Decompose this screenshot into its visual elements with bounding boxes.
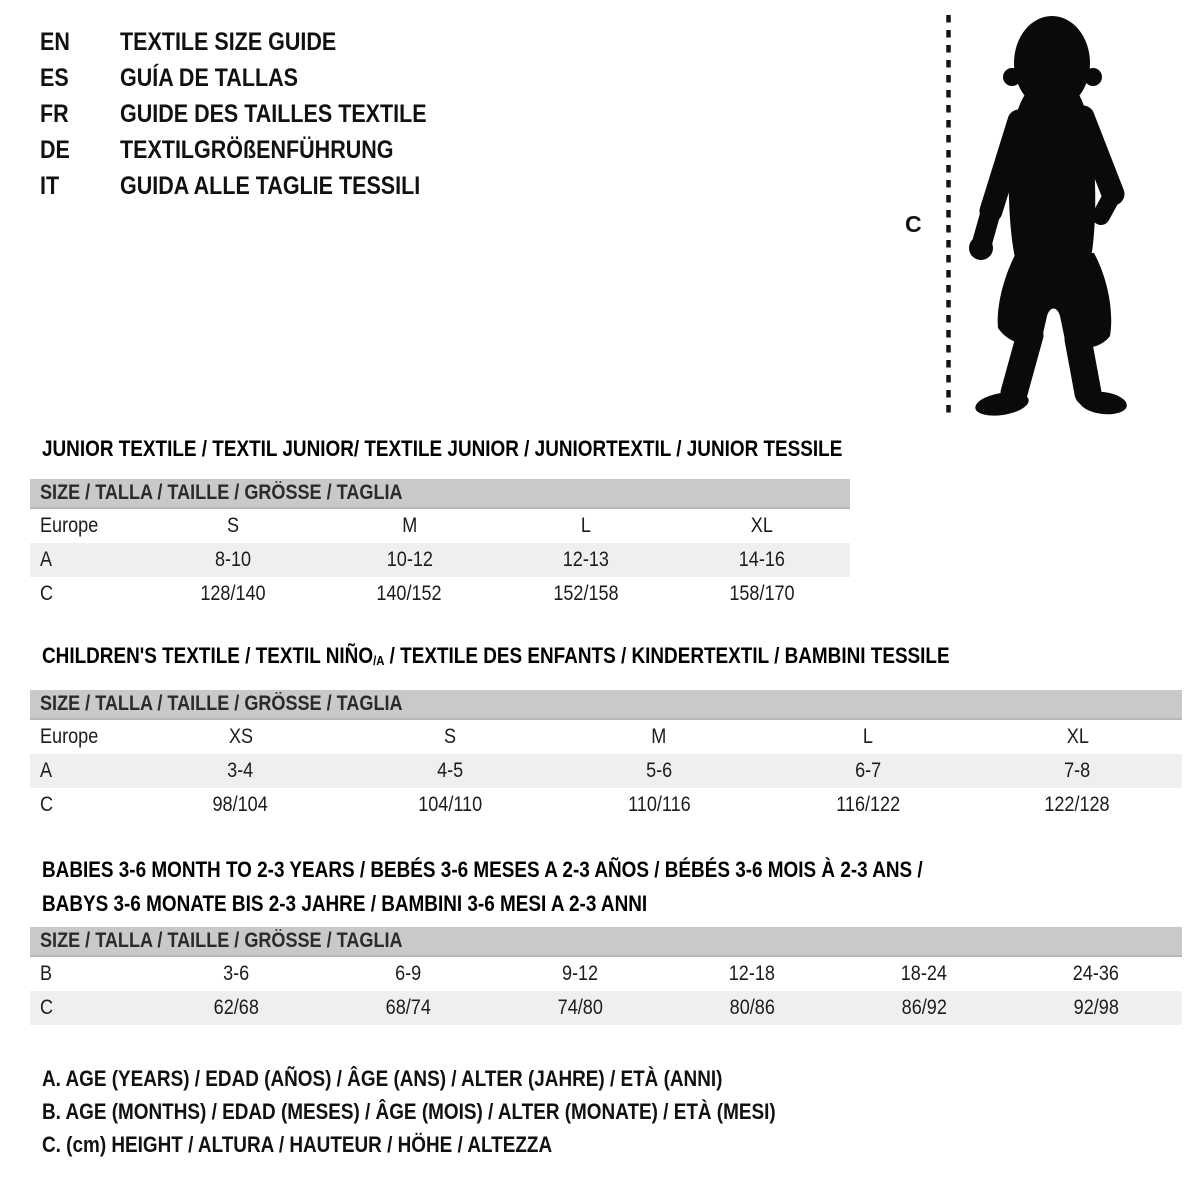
guide-title — [120, 136, 438, 165]
size-cell — [136, 725, 345, 749]
age-cell — [554, 759, 763, 783]
age-cell-text: 5-6 — [645, 759, 673, 782]
height-cell — [136, 793, 345, 817]
age-cell-text: 14-16 — [738, 548, 785, 571]
height-cell-text: 98/104 — [212, 793, 269, 816]
size-cell-text: L — [580, 514, 591, 537]
size-header-label: SIZE / TALLA / TAILLE / GRÖSSE / TAGLIA — [40, 481, 403, 504]
age-cell — [498, 548, 674, 572]
size-header-label: SIZE / TALLA / TAILLE / GRÖSSE / TAGLIA — [40, 692, 403, 715]
height-cell-text: 104/110 — [417, 793, 482, 816]
row-label-text: Europe — [40, 725, 99, 748]
height-cell-text: 116/122 — [836, 793, 901, 816]
size-cell-text: M — [651, 725, 667, 748]
language-code-text: DE — [40, 135, 70, 164]
language-title-list — [40, 24, 477, 204]
height-cell — [838, 996, 1010, 1020]
children-section-title-text — [42, 639, 950, 676]
height-cell-text: 110/116 — [627, 793, 691, 816]
height-cell — [150, 996, 322, 1020]
size-cell-text: S — [227, 514, 240, 537]
row-label-text: C — [40, 996, 54, 1019]
junior-size-table — [30, 479, 850, 611]
height-cell — [494, 996, 666, 1020]
children-section-title — [42, 639, 1097, 676]
language-code-text: FR — [40, 99, 69, 128]
height-cell — [674, 582, 850, 606]
language-row — [40, 60, 477, 96]
size-cell — [554, 725, 763, 749]
height-cell-text: 122/128 — [1044, 793, 1111, 816]
language-code — [40, 64, 120, 93]
height-cell — [498, 582, 674, 606]
age-cell-text: 6-7 — [855, 759, 882, 782]
height-measure-label: C — [905, 211, 922, 237]
height-cell-text: 140/152 — [376, 582, 443, 605]
row-label — [30, 582, 145, 606]
height-cell-text: 80/86 — [729, 996, 775, 1019]
guide-title-text: TEXTILE SIZE GUIDE — [120, 27, 337, 56]
size-cell — [345, 725, 554, 749]
height-cell-text: 92/98 — [1073, 996, 1119, 1019]
size-header-bar — [30, 690, 1182, 720]
months-cell — [1010, 962, 1182, 986]
age-cell — [136, 759, 345, 783]
row-label — [30, 793, 136, 817]
table-row-months — [30, 957, 1182, 991]
row-label — [30, 548, 145, 572]
height-cell — [666, 996, 838, 1020]
row-label — [30, 996, 150, 1020]
legend-line-c-text: C. (cm) HEIGHT / ALTURA / HAUTEUR / HÖHE / ALTEZZA — [42, 1132, 553, 1157]
age-cell — [145, 548, 321, 572]
age-cell-text: 12-13 — [562, 548, 609, 571]
toddler-silhouette — [962, 13, 1136, 419]
children-title-post: / TEXTILE DES ENFANTS / KINDERTEXTIL / BAMBINI TESSILE — [384, 643, 950, 668]
size-cell-text: M — [401, 514, 417, 537]
months-cell-text: 9-12 — [561, 962, 599, 985]
months-cell-text: 24-36 — [1072, 962, 1120, 985]
row-label — [30, 962, 150, 986]
height-cell-text: 68/74 — [385, 996, 431, 1019]
language-code — [40, 172, 120, 201]
babies-title-line2-text: BABYS 3-6 MONATE BIS 2-3 JAHRE / BAMBINI 3-6 MESI A 2-3 ANNI — [42, 891, 648, 916]
months-cell — [838, 962, 1010, 986]
age-cell-text: 7-8 — [1064, 759, 1091, 782]
legend-line-a — [42, 1066, 895, 1099]
height-cell-text: 74/80 — [557, 996, 603, 1019]
guide-title — [120, 100, 477, 129]
babies-size-table — [30, 927, 1182, 1025]
height-cell — [345, 793, 554, 817]
months-cell-text: 18-24 — [900, 962, 948, 985]
size-header-label: SIZE / TALLA / TAILLE / GRÖSSE / TAGLIA — [40, 929, 403, 952]
language-code — [40, 28, 120, 57]
toddler-shape — [969, 16, 1128, 419]
legend-line-c — [42, 1132, 895, 1165]
row-label-text: B — [40, 962, 53, 985]
age-cell — [764, 759, 973, 783]
height-cell-text: 128/140 — [200, 582, 266, 605]
size-cell-text: S — [443, 725, 456, 748]
months-cell-text: 12-18 — [728, 962, 776, 985]
size-cell — [498, 514, 674, 538]
legend-line-a-text: A. AGE (YEARS) / EDAD (AÑOS) / ÂGE (ANS) / ALTER (JAHRE) / ETÀ (ANNI) — [42, 1066, 723, 1091]
guide-title — [120, 28, 371, 57]
table-row-europe — [30, 509, 850, 543]
height-cell-text: 158/170 — [729, 582, 795, 605]
babies-title-line1-text: BABIES 3-6 MONTH TO 2-3 YEARS / BEBÉS 3-6 MESES A 2-3 AÑOS / BÉBÉS 3-6 MOIS À 2-3 ANS / — [42, 857, 923, 882]
language-code — [40, 136, 120, 165]
size-header-bar — [30, 927, 1182, 957]
age-cell-text: 3-4 — [227, 759, 254, 782]
guide-title — [120, 172, 469, 201]
language-code-text: ES — [40, 63, 69, 92]
table-row-age — [30, 754, 1182, 788]
children-title-pre: CHILDREN'S TEXTILE / TEXTIL NIÑO — [42, 643, 374, 668]
table-row-age — [30, 543, 850, 577]
size-cell-text: L — [863, 725, 874, 748]
months-cell-text: 6-9 — [394, 962, 422, 985]
height-dashed-line — [944, 15, 953, 419]
size-cell-text: XL — [1066, 725, 1089, 748]
language-code — [40, 100, 120, 129]
language-code-text: IT — [40, 171, 60, 200]
age-cell — [345, 759, 554, 783]
children-size-table — [30, 690, 1182, 822]
months-cell — [494, 962, 666, 986]
size-cell — [321, 514, 497, 538]
junior-section-title-text: JUNIOR TEXTILE / TEXTIL JUNIOR/ TEXTILE JUNIOR / JUNIORTEXTIL / JUNIOR TESSILE — [42, 436, 843, 461]
legend — [42, 1066, 895, 1165]
guide-title-text: GUIDA ALLE TAGLIE TESSILI — [120, 171, 421, 200]
height-cell — [554, 793, 763, 817]
months-cell — [322, 962, 494, 986]
children-title-sub: /A — [373, 653, 385, 668]
language-code-text: EN — [40, 27, 70, 56]
age-cell-text: 10-12 — [386, 548, 433, 571]
row-label-text: A — [40, 548, 53, 571]
age-cell — [674, 548, 850, 572]
age-cell-text: 8-10 — [215, 548, 252, 571]
guide-title-text: GUÍA DE TALLAS — [120, 63, 298, 92]
height-cell — [1010, 996, 1182, 1020]
guide-title-text: GUIDE DES TAILLES TEXTILE — [120, 99, 427, 128]
height-cell-text: 152/158 — [552, 582, 619, 605]
row-label-text: C — [40, 793, 54, 816]
guide-title-text: TEXTILGRÖßENFÜHRUNG — [120, 135, 394, 164]
months-cell — [666, 962, 838, 986]
babies-title-line2 — [42, 887, 1066, 921]
height-cell — [145, 582, 321, 606]
age-cell — [973, 759, 1182, 783]
height-cell-text: 62/68 — [213, 996, 259, 1019]
height-cell — [322, 996, 494, 1020]
months-cell — [150, 962, 322, 986]
age-cell-text: 4-5 — [436, 759, 463, 782]
language-row — [40, 24, 477, 60]
row-label-text: A — [40, 759, 53, 782]
babies-section-title — [42, 853, 1066, 921]
table-row-height — [30, 788, 1182, 822]
legend-line-b — [42, 1099, 895, 1132]
size-cell — [764, 725, 973, 749]
junior-section-title — [42, 432, 973, 466]
height-cell — [973, 793, 1182, 817]
size-cell — [973, 725, 1182, 749]
language-row — [40, 168, 477, 204]
age-cell — [321, 548, 497, 572]
language-row — [40, 132, 477, 168]
babies-title-line1 — [42, 853, 1066, 887]
size-cell — [145, 514, 321, 538]
row-label — [30, 725, 136, 749]
row-label-text: C — [40, 582, 54, 605]
size-header-bar — [30, 479, 850, 509]
table-row-height — [30, 991, 1182, 1025]
row-label — [30, 514, 145, 538]
table-row-europe — [30, 720, 1182, 754]
height-cell — [764, 793, 973, 817]
size-cell-text: XS — [228, 725, 253, 748]
row-label-text: Europe — [40, 514, 99, 537]
row-label — [30, 759, 136, 783]
size-cell-text: XL — [750, 514, 773, 537]
height-cell-text: 86/92 — [901, 996, 947, 1019]
table-row-height — [30, 577, 850, 611]
legend-line-b-text: B. AGE (MONTHS) / EDAD (MESES) / ÂGE (MOIS) / ALTER (MONATE) / ETÀ (MESI) — [42, 1099, 776, 1124]
language-row — [40, 96, 477, 132]
guide-title — [120, 64, 327, 93]
height-cell — [321, 582, 497, 606]
size-cell — [674, 514, 850, 538]
months-cell-text: 3-6 — [222, 962, 250, 985]
